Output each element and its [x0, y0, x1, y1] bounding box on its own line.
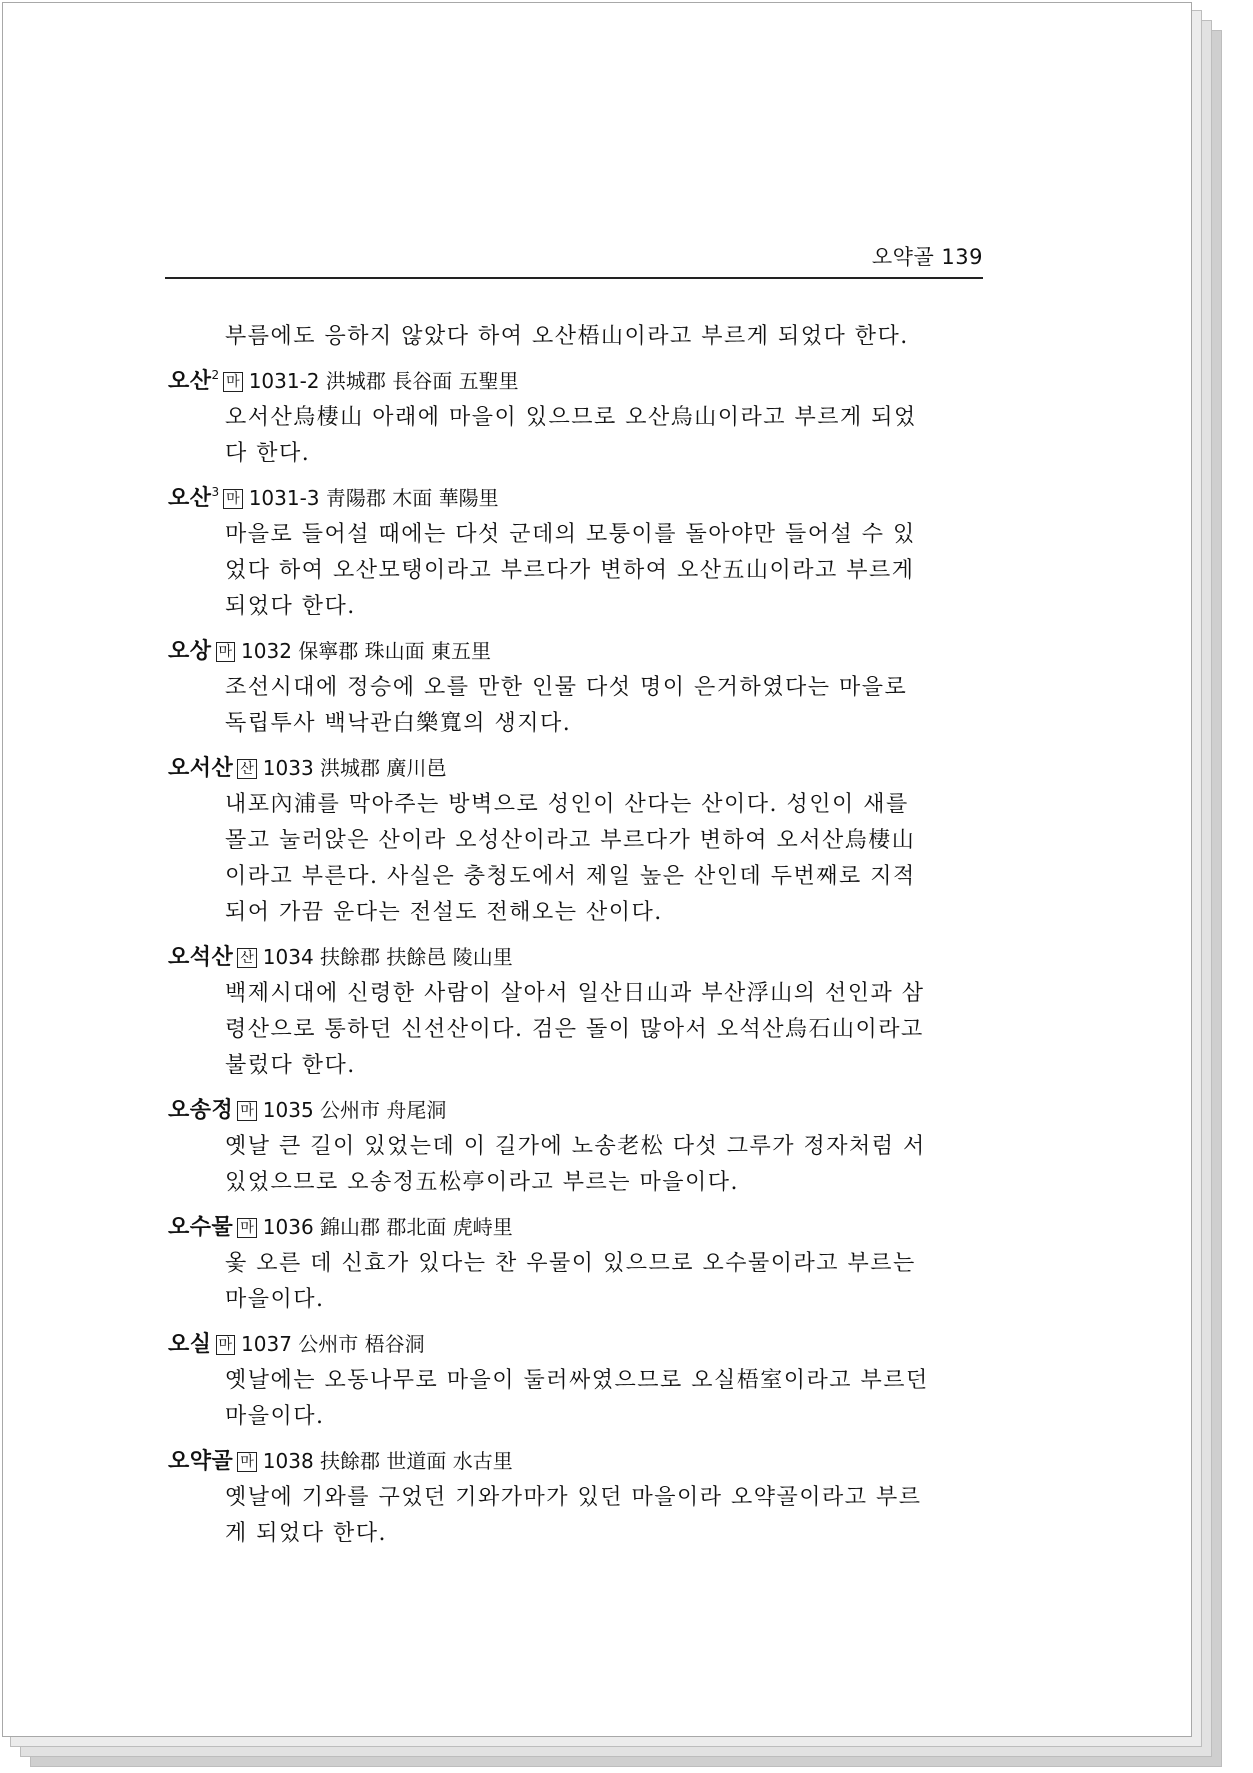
entry-term: 오실	[168, 1332, 212, 1357]
entry-superscript: 3	[211, 485, 220, 499]
entry-body-line: 독립투사 백낙관白樂寬의 생지다.	[225, 711, 572, 736]
entry-body-line: 마을이다.	[225, 1404, 325, 1429]
entry-heading	[168, 357, 998, 400]
entry-term: 오석산	[168, 945, 234, 970]
entry-body-line: 백제시대에 신령한 사람이 살아서 일산日山과 부산浮山의 선인과 삼	[225, 981, 925, 1006]
entry-heading	[168, 1203, 998, 1246]
dictionary-entry	[168, 1437, 998, 1552]
entry-location: 1032 保寧郡 珠山面 東五里	[241, 639, 492, 663]
entry-heading	[168, 1437, 998, 1480]
category-mark: 산	[237, 948, 257, 968]
dictionary-entry	[168, 474, 998, 625]
dictionary-entry	[168, 1086, 998, 1201]
entry-term: 오수물	[168, 1215, 234, 1240]
entry-body-line: 옛날에 기와를 구었던 기와가마가 있던 마을이라 오약골이라고 부르	[225, 1485, 922, 1510]
entry-body-line: 오서산烏棲山 아래에 마을이 있으므로 오산烏山이라고 부르게 되었	[225, 405, 917, 430]
entry-body-line: 이라고 부른다. 사실은 충청도에서 제일 높은 산인데 두번째로 지적	[225, 864, 916, 889]
entry-body-line: 옛날 큰 길이 있었는데 이 길가에 노송老松 다섯 그루가 정자처럼 서	[225, 1134, 926, 1159]
entry-body-line: 마을로 들어설 때에는 다섯 군데의 모퉁이를 돌아야만 들어설 수 있	[225, 522, 916, 547]
entry-location: 1035 公州市 舟尾洞	[262, 1098, 447, 1122]
book-page	[2, 2, 1192, 1737]
dictionary-entry	[168, 627, 998, 742]
entry-heading	[168, 744, 998, 787]
entry-body-line: 있었으므로 오송정五松亭이라고 부르는 마을이다.	[225, 1170, 740, 1195]
entry-term: 오산	[168, 369, 212, 394]
entry-location: 1031-3 靑陽郡 木面 華陽里	[248, 486, 499, 510]
entry-term: 오서산	[168, 756, 234, 781]
category-mark: 마	[237, 1101, 257, 1121]
entry-location: 1036 錦山郡 郡北面 虎峙里	[262, 1215, 513, 1239]
page-header	[165, 235, 983, 279]
dictionary-entry	[168, 933, 998, 1084]
category-mark: 마	[223, 372, 243, 392]
continued-paragraph: 부름에도 응하지 않았다 하여 오산梧山이라고 부르게 되었다 한다.	[225, 324, 909, 349]
entry-heading	[168, 1320, 998, 1363]
entry-body-line: 옛날에는 오동나무로 마을이 둘러싸였으므로 오실梧室이라고 부르던	[225, 1368, 929, 1393]
entry-body-line: 내포內浦를 막아주는 방벽으로 성인이 산다는 산이다. 성인이 새를	[225, 792, 909, 817]
entry-body-line: 었다 하여 오산모탱이라고 부르다가 변하여 오산五山이라고 부르게	[225, 558, 915, 583]
entry-location: 1037 公州市 梧谷洞	[241, 1332, 425, 1356]
category-mark: 마	[223, 489, 243, 509]
entry-heading	[168, 474, 998, 517]
dictionary-entry	[168, 357, 998, 472]
entry-body-line: 옻 오른 데 신효가 있다는 찬 우물이 있으므로 오수물이라고 부르는	[225, 1251, 916, 1276]
category-mark: 마	[237, 1452, 257, 1472]
page-content	[168, 319, 998, 1552]
entry-body-line: 마을이다.	[225, 1287, 325, 1312]
entry-body-line: 되었다 한다.	[225, 594, 356, 619]
entry-term: 오송정	[168, 1098, 234, 1123]
category-mark: 산	[237, 759, 257, 779]
dictionary-entry	[168, 1320, 998, 1435]
dictionary-entry	[168, 744, 998, 931]
entry-body-line: 불렀다 한다.	[225, 1053, 356, 1078]
entry-term: 오상	[168, 639, 212, 664]
entry-body-line: 몰고 눌러앉은 산이라 오성산이라고 부르다가 변하여 오서산烏棲山	[225, 828, 916, 853]
running-head: 오약골 139	[871, 245, 983, 269]
entry-location: 1038 扶餘郡 世道面 水古里	[262, 1449, 513, 1473]
entry-superscript: 2	[211, 368, 220, 382]
category-mark: 마	[216, 642, 236, 662]
entry-heading	[168, 933, 998, 976]
entry-term: 오산	[168, 486, 212, 511]
entry-body-line: 다 한다.	[225, 441, 311, 466]
entry-heading	[168, 1086, 998, 1129]
entry-location: 1031-2 洪城郡 長谷面 五聖里	[248, 369, 519, 393]
dictionary-entry	[168, 1203, 998, 1318]
entry-body-line: 게 되었다 한다.	[225, 1521, 387, 1546]
entry-body-line: 령산으로 통하던 신선산이다. 검은 돌이 많아서 오석산烏石山이라고	[225, 1017, 924, 1042]
entry-heading	[168, 627, 998, 670]
entry-term: 오약골	[168, 1449, 234, 1474]
entry-body-line: 조선시대에 정승에 오를 만한 인물 다섯 명이 은거하였다는 마을로	[225, 675, 908, 700]
entry-location: 1033 洪城郡 廣川邑	[262, 756, 447, 780]
category-mark: 마	[216, 1335, 236, 1355]
entry-location: 1034 扶餘郡 扶餘邑 陵山里	[262, 945, 513, 969]
entry-body-line: 되어 가끔 운다는 전설도 전해오는 산이다.	[225, 900, 663, 925]
entry-list	[168, 357, 998, 1552]
category-mark: 마	[237, 1218, 257, 1238]
